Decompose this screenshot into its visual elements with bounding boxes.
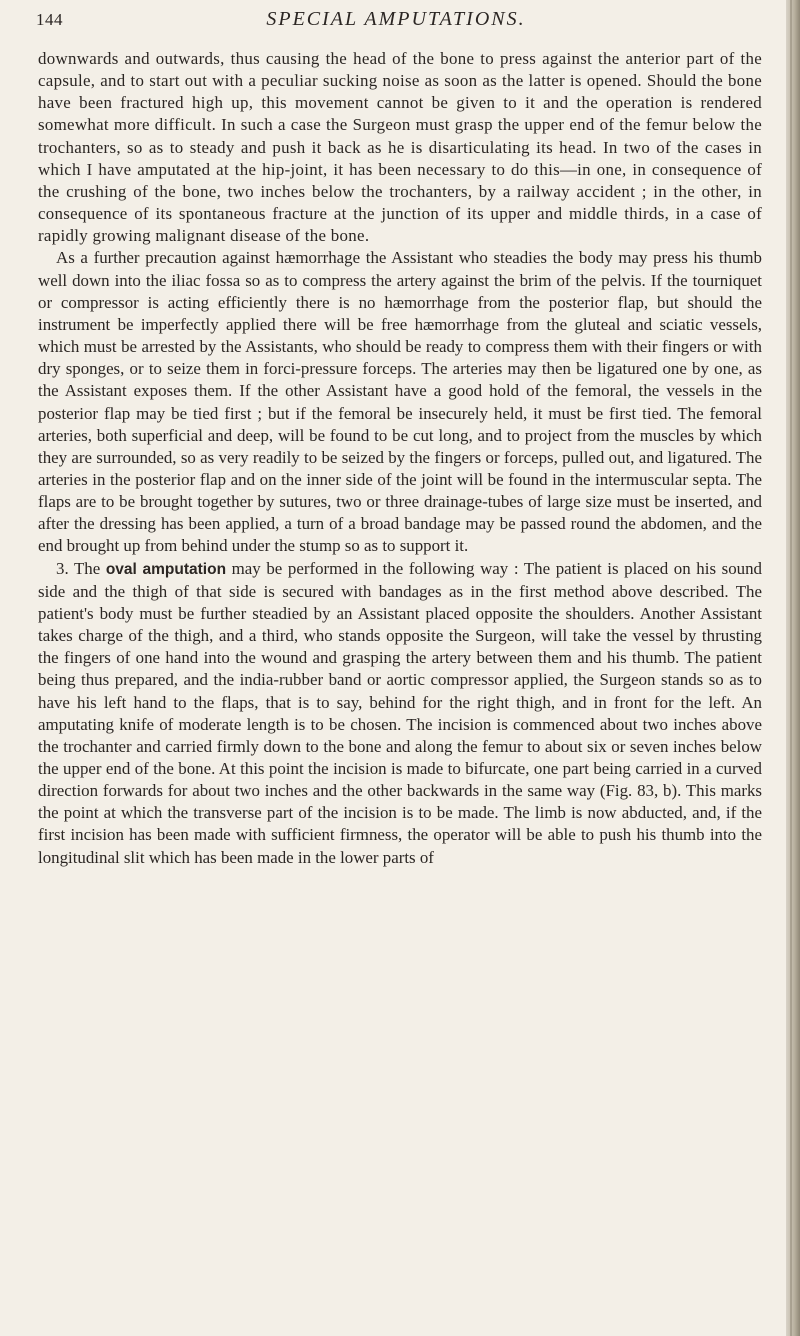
page-header xyxy=(36,6,756,36)
paragraph-haemorrhage: As a further precaution against hæmorrhage the Assistant who steadies the body may press his thumb well down into the iliac fossa so as to compress the artery against the brim of the pelvis. If the tourniquet or compressor is acting efficiently there is no hæmorrhage from the posterior flap, but should the instrument be imperfectly applied there will be free hæmorrhage from the gluteal and sciatic vessels, which must be arrested by the Assistants, who should be ready to compress them with their fingers or with dry sponges, or to seize them in forci-pressure forceps. The arteries may then be ligatured one by one, as the Assistant exposes them. If the other Assistant have a good hold of the femoral, the vessels in the posterior flap may be tied first ; but if the femoral be insecurely held, it must be first tied. The femoral arteries, both superficial and deep, will be found to be cut long, and to project from the muscles by which they are surrounded, so as very readily to be seized by the fingers or forceps, pulled out, and ligatured. The arteries in the posterior flap and on the inner side of the joint will be found in the intermuscular septa. The flaps are to be brought together by sutures, two or three drainage-tubes of large size must be inserted, and after the dressing has been applied, a turn of a broad bandage may be passed round the abdomen, and the end brought up from behind under the stump so as to support it. xyxy=(38,248,762,556)
running-title: SPECIAL AMPUTATIONS. xyxy=(266,8,526,30)
bold-term: oval amputation xyxy=(105,560,227,578)
paragraph-continued: downwards and outwards, thus causing the head of the bone to press against the anterior part of the capsule, and to start out with a peculiar sucking noise as soon as the latter is opened. Should the bone have been fractured high up, this movement cannot be given to it and the operation is rendered somewhat more difficult. In such a case the Surgeon must grasp the upper end of the femur below the trochanters, so as to steady and push it back as he is disarticulating its head. In two of the cases in which I have amputated at the hip-joint, it has been necessary to do this—in one, in consequence of the crushing of the bone, two inches below the trochanters, by a railway accident ; in the other, in consequence of its spontaneous fracture at the junction of its upper and middle thirds, in a case of rapidly growing malignant disease of the bone. xyxy=(38,49,762,246)
paragraph-text: may be performed in the following way : The patient is placed on his sound side and the thigh of that side is secured with bandages as in the first method above described. The patient's body must be further steadied by an Assistant placed opposite the shoulders. Another Assistant takes charge of the thigh, and a third, who stands opposite the Surgeon, will take the vessel by thrusting the fingers of one hand into the wound and grasping the artery between them and his thumb. The patient being thus prepared, and the india-rubber band or aortic compressor applied, the Surgeon stands so as to have his left hand to the flaps, that is to say, behind for the right thigh, and in front for the left. An amputating knife of moderate length is to be chosen. The incision is commenced about two inches above the trochanter and carried firmly down to the bone and along the femur to about six or seven inches below the upper end of the bone. At this point the incision is made to bifurcate, one part being carried in a curved direction forwards for about two inches and the other backwards in the same way (Fig. 83, b). This marks the point at which the transverse part of the incision is to be made. The limb is now abducted, and, if the first incision has been made with sufficient firmness, the operator will be able to push his thumb into the longitudinal slit which has been made in the lower parts of xyxy=(38,558,762,867)
body-text xyxy=(38,48,762,869)
page-binding-edge xyxy=(786,0,800,1336)
paragraph-number: 3. The xyxy=(56,558,106,578)
page-number: 144 xyxy=(36,10,63,29)
paragraph-oval-amputation xyxy=(38,558,762,869)
